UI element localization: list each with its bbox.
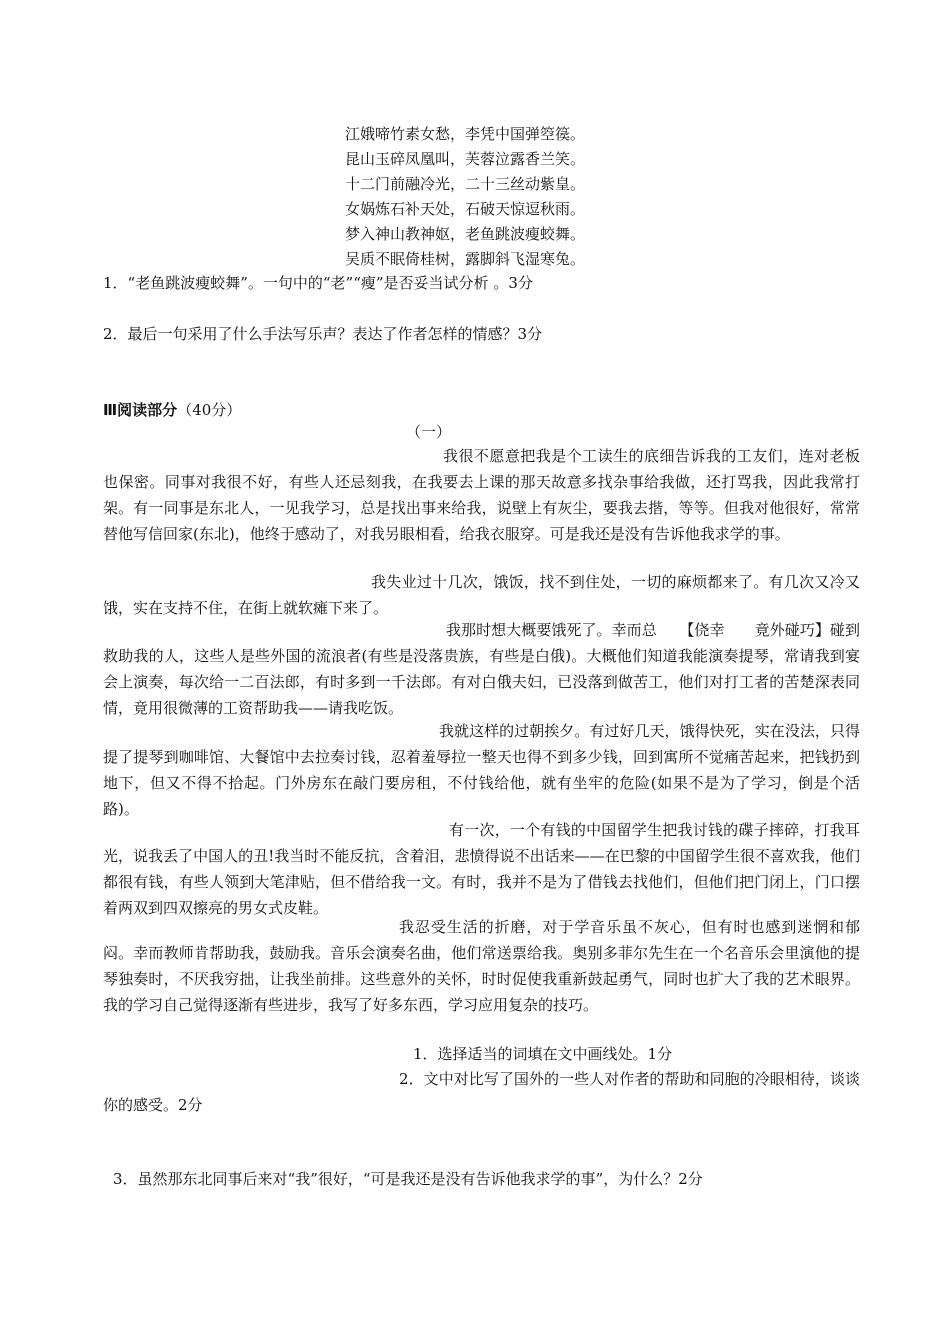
poem-line: 梦入神山教神妪，老鱼跳波瘦蛟舞。 <box>345 225 586 243</box>
passage-paragraph-6: 我忍受生活的折磨，对于学音乐虽不灰心，但有时也感到迷惘和郁闷。幸而教师肯帮助我，鼓励我。音乐会演奏名曲，他们常送票给我。奥别多菲尔先生在一个名音乐会里演他的提琴独奏时，不厌我穷拙，让我坐前排。这些意外的关怀，时时促使我重新鼓起勇气，同时也扩大了我的艺术眼界。我的学习自己觉得逐渐有些进步，我写了好多东西，学习应用复杂的技巧。 <box>103 918 860 1014</box>
reading-question-3: 3．虽然那东北同事后来对“我”很好，“可是我还是没有告诉他我求学的事”，为什么？2分 <box>113 1170 703 1188</box>
poem-question-2: 2．最后一句采用了什么手法写乐声？表达了作者怎样的情感？3分 <box>103 325 543 343</box>
reading-question-2: 2．文中对比写了国外的一些人对作者的帮助和同胞的冷眼相待，谈谈你的感受。2分 <box>103 1070 860 1114</box>
passage-paragraph-5: 有一次，一个有钱的中国留学生把我讨钱的碟子摔碎，打我耳光，说我丢了中国人的丑!我当时不能反抗，含着泪，悲愤得说不出话来——在巴黎的中国留学生很不喜欢我，他们都很有钱，有些人领到大笔津贴，但不借给我一文。有时，我并不是为了借钱去找他们，但他们把门闭上，门口摆着两双到四双擦亮的男女式皮鞋。 <box>103 821 860 917</box>
poem-line: 江娥啼竹素女愁，李凭中国弹箜篌。 <box>345 125 586 143</box>
section-heading: Ⅲ阅读部分 <box>103 401 178 419</box>
passage-paragraph-3: 我那时想大概要饿死了。幸而总 【侥幸 竟外碰巧】碰到救助我的人，这些人是些外国的流浪者(有些是没落贵族，有些是白俄)。大概他们知道我能演奏提琴，常请我到宴会上演奏，每次给一二百法郎，有时多到一千法郎。有对白俄夫妇，已没落到做苦工，他们对打工者的苦楚深表同情，竟用很微薄的工资帮助我——请我吃饭。 <box>103 621 860 717</box>
poem-line: 吴质不眠倚桂树，露脚斜飞湿寒兔。 <box>345 250 586 268</box>
part-number: （一） <box>406 423 452 441</box>
poem-line: 十二门前融冷光，二十三丝动紫皇。 <box>345 175 586 193</box>
section-score: （40分） <box>177 401 242 419</box>
poem-question-1: 1．“老鱼跳波瘦蛟舞”。一句中的“老”“瘦”是否妥当试分析 。3分 <box>103 274 533 292</box>
reading-question-1: 1．选择适当的词填在文中画线处。1分 <box>413 1045 673 1063</box>
poem <box>345 122 585 272</box>
passage-paragraph-2: 我失业过十几次，饿饭，找不到住处，一切的麻烦都来了。有几次又冷又饿，实在支持不住，在街上就软瘫下来了。 <box>103 573 860 617</box>
section-title <box>103 398 241 423</box>
poem-line: 女娲炼石补天处，石破天惊逗秋雨。 <box>345 200 586 218</box>
passage-paragraph-1: 我很不愿意把我是个工读生的底细告诉我的工友们，连对老板也保密。同事对我很不好，有些人还忌刻我，在我要去上课的那天故意多找杂事给我做，还打骂我，因此我常打架。有一同事是东北人，一见我学习，总是找出事来给我，说壁上有灰尘，要我去揩，等等。但我对他很好，常常替他写信回家(东北)，他终于感动了，对我另眼相看，给我衣服穿。可是我还是没有告诉他我求学的事。 <box>103 447 860 543</box>
passage-paragraph-4: 我就这样的过朝挨夕。有过好几天，饿得快死，实在没法，只得提了提琴到咖啡馆、大餐馆中去拉奏讨钱，忍着羞辱拉一整天也得不到多少钱，回到寓所不觉痛苦起来，把钱扔到地下，但又不得不拾起。门外房东在敲门要房租，不付钱给他，就有坐牢的危险(如果不是为了学习，倒是个活路)。 <box>103 722 860 818</box>
poem-line: 昆山玉碎凤凰叫，芙蓉泣露香兰笑。 <box>345 150 586 168</box>
